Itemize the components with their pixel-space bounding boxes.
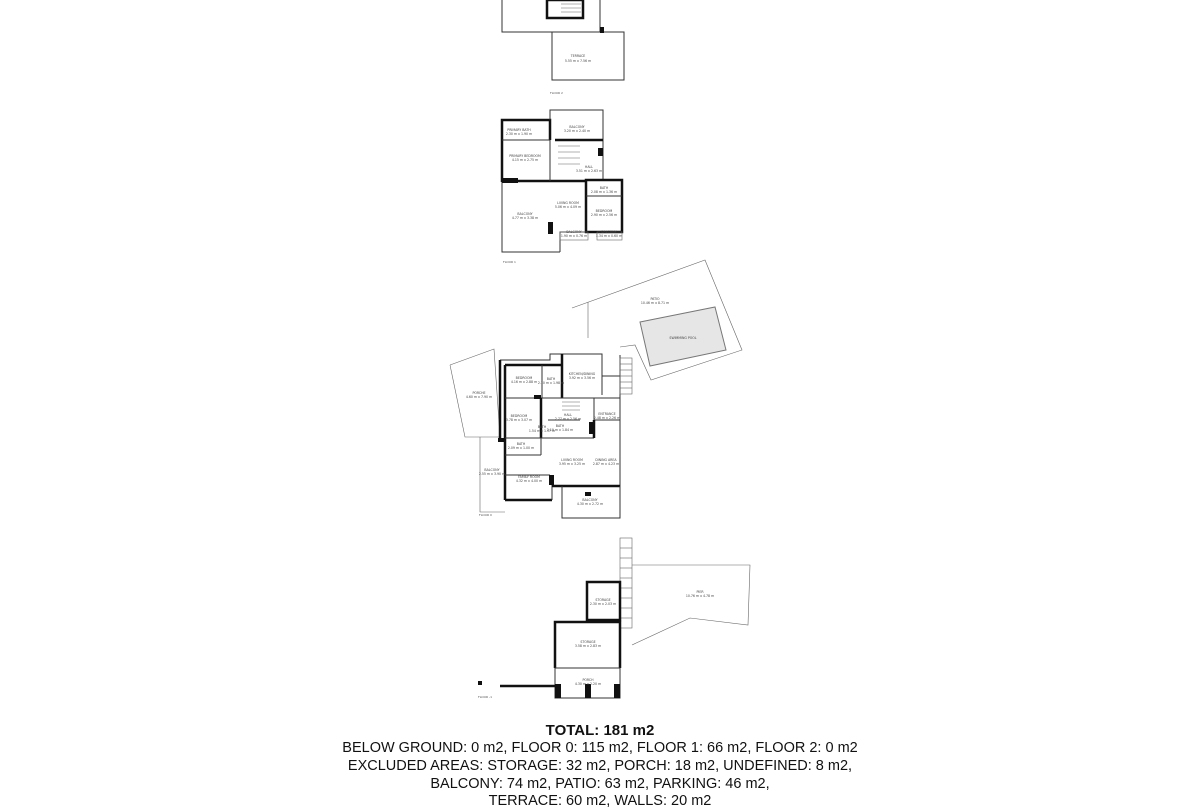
- room-size: 2.87 m x 4.23 m: [592, 462, 620, 466]
- summary-line-floors: BELOW GROUND: 0 m2, FLOOR 0: 115 m2, FLOOR 1: 66 m2, FLOOR 2: 0 m2: [342, 740, 858, 756]
- room-name: STORAGE: [595, 598, 611, 602]
- room-name: BALCONY: [582, 498, 598, 502]
- room-name: KITCHEN/DINING: [568, 372, 596, 376]
- wall-column: [548, 222, 553, 234]
- wall-column: [502, 178, 518, 183]
- wall-column: [598, 148, 603, 156]
- room-name: LIVING ROOM: [557, 201, 579, 205]
- wall-column: [498, 438, 504, 442]
- summary-line-excluded: EXCLUDED AREAS: STORAGE: 32 m2, PORCH: 18 m2, UNDEFINED: 8 m2,: [347, 758, 853, 774]
- wall-column: [614, 684, 620, 698]
- room-size: 2.30 m x 2.03 m: [589, 602, 617, 606]
- room-size: 4.60 m x 7.90 m: [465, 395, 493, 399]
- room-size: 2.48 m x 2.26 m: [593, 416, 621, 420]
- room-name: BALCONY: [484, 468, 500, 472]
- room-size: 3.92 m x 3.56 m: [568, 376, 596, 380]
- summary-line-terrace: TERRACE: 60 m2, WALLS: 20 m2: [488, 793, 712, 809]
- room-name: PORCH: [582, 678, 594, 682]
- room-size: 2.30 m x 1.90 m: [505, 132, 533, 136]
- floor-label: FLOOR 1: [503, 260, 516, 264]
- room-size: 5.06 m x 4.09 m: [554, 205, 582, 209]
- room-size: 2.90 m x 2.56 m: [590, 213, 618, 217]
- room-size: 1.54 m x 1.37 m: [528, 429, 556, 433]
- room-size: 2.55 m x 3.90 m: [478, 472, 506, 476]
- room-size: 1.90 m x 0.76 m: [560, 234, 588, 238]
- room-size: 5.55 m x 7.56 m: [564, 59, 592, 63]
- summary-line-balcony: BALCONY: 74 m2, PATIO: 63 m2, PARKING: 46 m2,: [430, 776, 770, 792]
- pier-outline: [632, 565, 750, 645]
- floor-2-stair-room: [547, 0, 583, 18]
- room-size: 3.78 m x 3.07 m: [505, 418, 533, 422]
- room-size: 2.19 m x 1.84 m: [546, 428, 574, 432]
- room-size: 2.08 m x 1.36 m: [590, 190, 618, 194]
- wall-column: [549, 475, 554, 485]
- room-size: 3.51 m x 2.63 m: [575, 169, 603, 173]
- room-size: 10.76 m x 4.78 m: [685, 594, 715, 598]
- room-name: BATH: [599, 186, 609, 190]
- floor-minus-1-plan: [478, 538, 750, 699]
- room-size: 4.16 m x 2.88 m: [510, 380, 538, 384]
- floor-1-plan: [502, 110, 622, 264]
- room-size: 3.95 m x 3.25 m: [558, 462, 586, 466]
- wall-column: [589, 422, 594, 434]
- room-name: STORAGE: [580, 640, 596, 644]
- room-name: ENTRANCE: [598, 412, 616, 416]
- room-name: PRIMARY BATH: [507, 128, 531, 132]
- floor-2-plan: [502, 0, 624, 95]
- room-name: PORCHE: [472, 391, 486, 395]
- wall-column: [585, 492, 591, 496]
- room-size: 4.77 m x 3.38 m: [511, 216, 539, 220]
- room-name: BATH: [546, 377, 556, 381]
- floor-label: FLOOR 0: [479, 513, 492, 517]
- room-size: 4.30 m x 2.72 m: [576, 502, 604, 506]
- room-size: 2.09 m x 1.00 m: [507, 446, 535, 450]
- wall-column: [478, 681, 482, 685]
- room-name: BATH: [537, 425, 547, 429]
- room-size: 4.32 m x 4.00 m: [515, 479, 543, 483]
- room-name: FAMILY ROOM: [518, 475, 540, 479]
- room-size: 4.15 m x 2.75 m: [511, 158, 539, 162]
- wall-column: [585, 684, 591, 698]
- room-name: HALL: [563, 413, 573, 417]
- floor-label: FLOOR -1: [478, 695, 493, 699]
- room-size: 4.30 m x 2.20 m: [574, 682, 602, 686]
- wall-column: [600, 27, 604, 33]
- room-name: BALCONY: [569, 125, 585, 129]
- room-name: HALL: [584, 165, 594, 169]
- room-name: SWIMMING POOL: [669, 336, 697, 340]
- room-name: BALCONY: [517, 212, 533, 216]
- room-name: DINING AREA: [595, 458, 617, 462]
- room-name: LIVING ROOM: [561, 458, 583, 462]
- room-name: BATH: [555, 424, 565, 428]
- room-size: 3.20 m x 2.40 m: [563, 129, 591, 133]
- room-name: PRIMARY BEDROOM: [509, 154, 541, 158]
- room-size: 2.77 m x 2.56 m: [554, 417, 582, 421]
- room-name: BEDROOM: [595, 209, 613, 213]
- room-name: BATH: [516, 442, 526, 446]
- room-name: PATIO: [650, 297, 660, 301]
- room-size: 10.46 m x 8.71 m: [640, 301, 670, 305]
- room-size: 2.10 m x 1.98 m: [537, 381, 565, 385]
- room-name: TERRACE: [570, 54, 586, 58]
- room-size: 1.34 m x 0.60 m: [595, 234, 623, 238]
- total-area: TOTAL: 181 m2: [545, 722, 655, 739]
- room-name: BALCONY: [601, 230, 617, 234]
- floor-0-plan: [450, 260, 742, 518]
- room-name: BEDROOM: [515, 376, 533, 380]
- wall-column: [534, 395, 541, 399]
- room-size: 3.58 m x 2.83 m: [574, 644, 602, 648]
- wall-column: [555, 684, 561, 698]
- walkway: [620, 538, 632, 628]
- floor-label: FLOOR 2: [550, 91, 563, 95]
- room-name: PIER: [696, 590, 704, 594]
- room-name: BALCONY: [566, 230, 582, 234]
- room-name: BEDROOM: [510, 414, 528, 418]
